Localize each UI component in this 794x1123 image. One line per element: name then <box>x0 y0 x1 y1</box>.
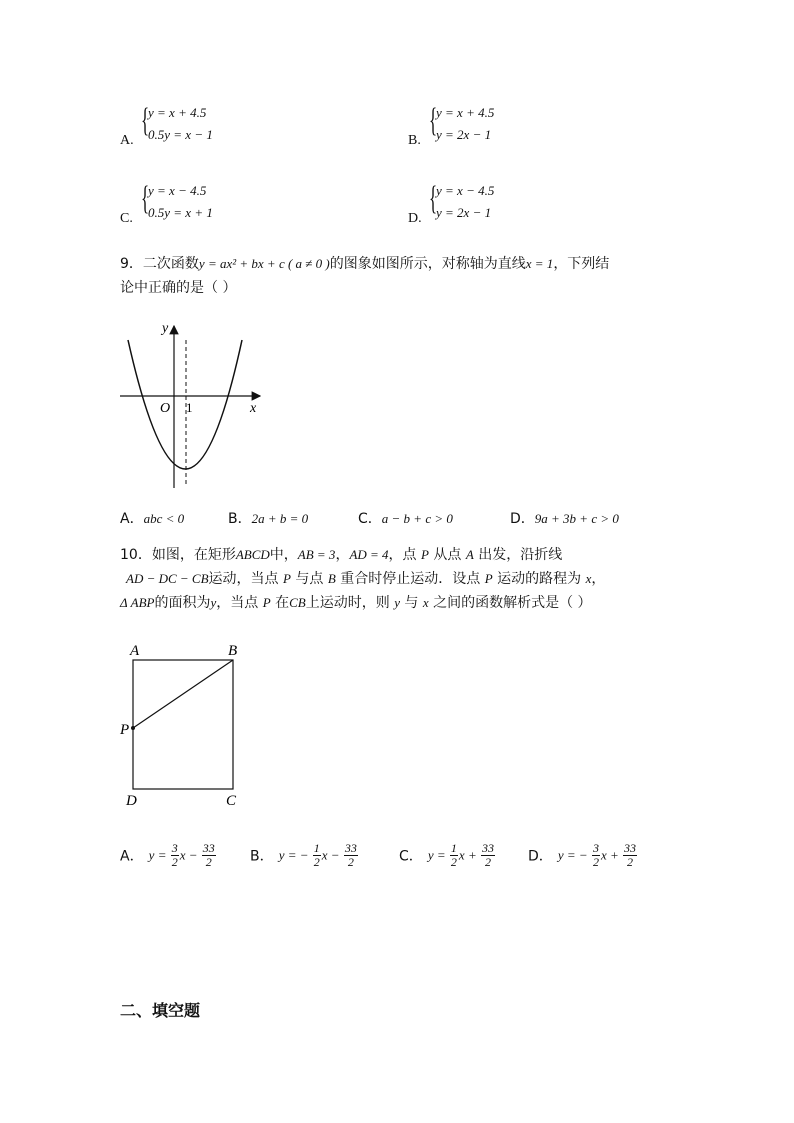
rectangle-figure <box>118 640 258 810</box>
equation-2: 0.5y = x + 1 <box>148 205 213 220</box>
equation-2: y = 2x − 1 <box>436 205 492 220</box>
q10-line-3: Δ ABP的面积为y，当点 P 在CB上运动时，则 y 与 x 之间的函数解析式是（ ） <box>120 595 592 611</box>
equation-1: y = x − 4.5 <box>148 183 207 198</box>
vertex-c-label: C <box>226 793 237 809</box>
system-brace: { <box>141 180 150 217</box>
q10-option-d: D． y = − $\frac{3}{2}$ x + $\frac{33}{2}$ <box>528 841 636 869</box>
equation-system <box>436 102 494 146</box>
q9-option-d: D．9a + 3b + c > 0 <box>510 511 619 527</box>
section-heading: 二、填空题 <box>120 1001 201 1020</box>
tick-label-1: 1 <box>186 400 193 415</box>
option-label: D. <box>408 211 422 226</box>
vertex-d-label: D <box>126 793 137 809</box>
parabola-curve <box>128 340 242 469</box>
equation-1: y = x + 4.5 <box>436 105 495 120</box>
q9-line-1: 9．二次函数y = ax² + bx + c ( a ≠ 0 )的图象如图所示，对称轴为直线x = 1，下列结 <box>120 256 610 272</box>
system-brace: { <box>429 180 438 217</box>
origin-label: O <box>160 401 171 416</box>
point-p <box>131 726 135 730</box>
option-label: B. <box>408 133 421 148</box>
point-p-label: P <box>120 722 130 738</box>
equation-2: y = 2x − 1 <box>436 127 492 142</box>
system-brace: { <box>429 102 438 139</box>
option-label: C. <box>120 211 133 226</box>
equation-2: 0.5y = x − 1 <box>148 127 213 142</box>
q10-option-b: B． y = − $\frac{1}{2}$ x − $\frac{33}{2}$ <box>250 841 357 869</box>
rectangle-abcd <box>133 660 233 789</box>
q9-option-b: B．2a + b = 0 <box>228 511 309 527</box>
system-brace: { <box>141 102 150 139</box>
vertex-a-label: A <box>130 643 140 659</box>
equation-system <box>148 102 213 146</box>
q10-line-1: 10．如图，在矩形ABCD中，AB = 3，AD = 4，点 P 从点 A 出发，沿折线 <box>120 547 563 563</box>
q9-option-c: C．a − b + c > 0 <box>358 511 453 527</box>
q9-stem <box>120 252 680 300</box>
q10-line-2: AD − DC − CB运动，当点 P 与点 B 重合时停止运动．设点 P 运动的路程为 x， <box>126 571 606 587</box>
vertex-b-label: B <box>228 643 238 659</box>
x-axis-label: x <box>250 401 257 416</box>
parabola-graph <box>110 318 270 490</box>
equation-system <box>148 180 213 224</box>
axis-equation: x = 1 <box>525 256 554 271</box>
equation-1: y = x − 4.5 <box>436 183 495 198</box>
q10-option-c: C． y = $\frac{1}{2}$ x + $\frac{33}{2}$ <box>399 841 494 869</box>
equation-1: y = x + 4.5 <box>148 105 207 120</box>
q9-line-2: 论中正确的是（ ） <box>120 280 237 296</box>
option-label: A. <box>120 133 134 148</box>
q10-option-a: A． y = $\frac{3}{2}$ x − $\frac{33}{2}$ <box>120 841 215 869</box>
q10-stem <box>120 543 700 615</box>
y-axis-label: y <box>162 321 169 336</box>
quadratic-equation: y = ax² + bx + c ( a ≠ 0 ) <box>198 256 330 271</box>
segment-pb <box>133 660 233 728</box>
q9-option-a: A．abc < 0 <box>120 511 185 527</box>
equation-system <box>436 180 494 224</box>
